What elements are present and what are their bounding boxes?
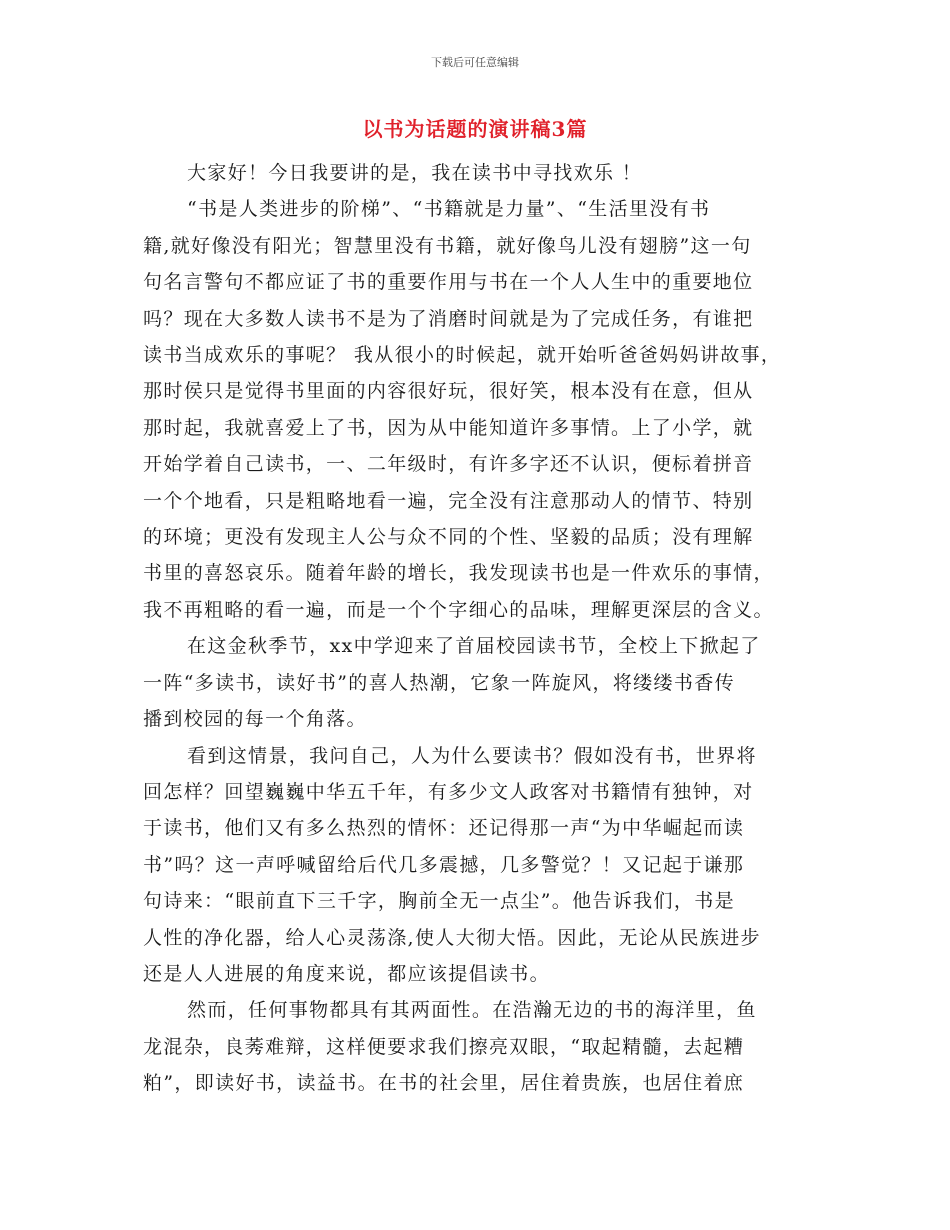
text-line: 书”吗？这一声呼喊留给后代几多震撼，几多警觉？！又记起于谦那: [143, 853, 745, 876]
text-line: 那时侯只是觉得书里面的内容很好玩，很好笑，根本没有在意，但从: [143, 380, 754, 403]
text-line: 一个个地看，只是粗略地看一遍，完全没有注意那动人的情节、特别: [143, 489, 754, 512]
paragraph: [143, 992, 815, 1101]
text-line: 的环境；更没有发现主人公与众不同的个性、坚毅的品质；没有理解: [143, 526, 754, 549]
text-line: 一阵“多读书，读好书”的喜人热潮，它象一阵旋风，将缕缕书香传: [143, 671, 735, 694]
text-line: 在这金秋季节，xx中学迎来了首届校园读书节，全校上下掀起了: [187, 635, 761, 658]
text-line: 籍,就好像没有阳光；智慧里没有书籍，就好像鸟儿没有翅膀”这一句: [143, 234, 752, 257]
document-title: 以书为话题的演讲稿3篇: [362, 117, 588, 141]
header-note: 下载后可任意编辑: [431, 56, 519, 69]
text-line: 书里的喜怒哀乐。随着年龄的增长，我发现读书也是一件欢乐的事情，: [143, 562, 774, 585]
text-line: 开始学着自己读书，一、二年级时，有许多字还不认识，便标着拼音: [143, 453, 754, 476]
text-line: 回怎样？回望巍巍中华五千年，有多少文人政客对书籍情有独钟，对: [143, 780, 754, 803]
text-line: 龙混杂，良莠难辩，这样便要求我们擦亮双眼，“取起精髓，去起糟: [143, 1035, 745, 1058]
text-line: 还是人人进展的角度来说，都应该提倡读书。: [143, 962, 551, 985]
paragraph: [143, 738, 815, 993]
text-line: 看到这情景，我问自己，人为什么要读书？假如没有书，世界将: [187, 744, 757, 767]
text-line: 句诗来：“眼前直下三千字，胸前全无一点尘”。他告诉我们，书是: [143, 890, 735, 913]
text-line: 那时起，我就喜爱上了书，因为从中能知道许多事情。上了小学，就: [143, 416, 754, 439]
paragraph: [143, 155, 815, 191]
text-line: 于读书，他们又有多么热烈的情怀：还记得那一声“为中华崛起而读: [143, 817, 745, 840]
paragraph: [143, 191, 815, 628]
document-body: [143, 155, 815, 1102]
text-line: 读书当成欢乐的事呢？ 我从很小的时候起，就开始听爸爸妈妈讲故事，: [143, 344, 782, 367]
text-line: 吗？现在大多数人读书不是为了消磨时间就是为了完成任务，有谁把: [143, 307, 754, 330]
text-line: 我不再粗略的看一遍，而是一个个字细心的品味，理解更深层的含义。: [143, 598, 774, 621]
text-line: 句名言警句不都应证了书的重要作用与书在一个人人生中的重要地位: [143, 271, 754, 294]
text-line: 人性的净化器，给人心灵荡涤,使人大彻大悟。因此，无论从民族进步: [143, 926, 761, 949]
text-line: 播到校园的每一个角落。: [143, 708, 367, 731]
text-line: 粕”，即读好书，读益书。在书的社会里，居住着贵族，也居住着庶: [143, 1072, 745, 1095]
text-line: 然而，任何事物都具有其两面性。在浩瀚无边的书的海洋里，鱼: [187, 999, 757, 1022]
text-line: 大家好！今日我要讲的是，我在读书中寻找欢乐 ！: [187, 162, 643, 184]
paragraph: [143, 628, 815, 737]
text-line: “书是人类进步的阶梯”、“书籍就是力量”、“生活里没有书: [187, 198, 711, 221]
